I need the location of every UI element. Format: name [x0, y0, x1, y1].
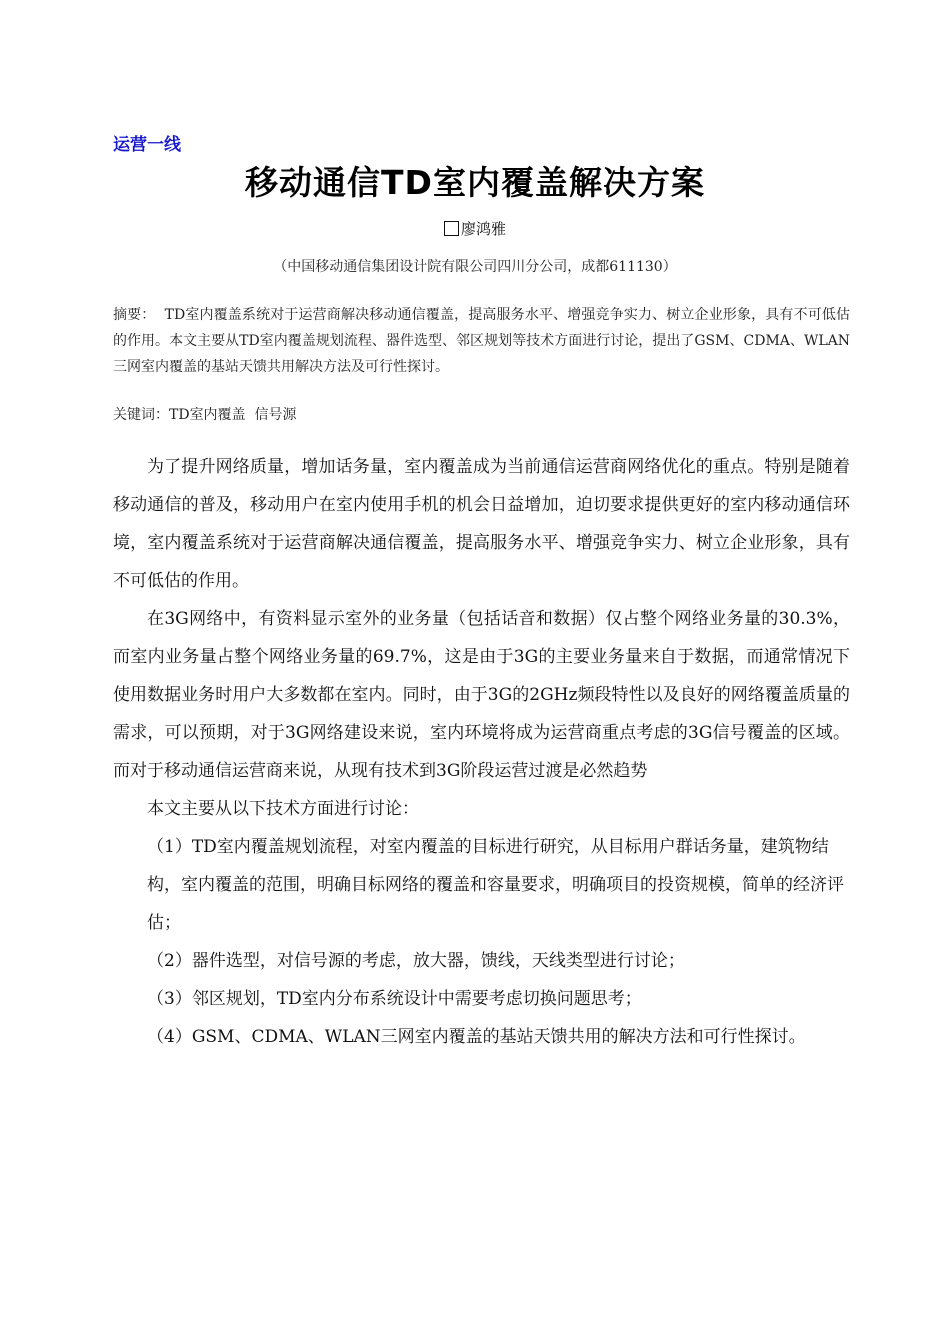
list-item: （3）邻区规划，TD室内分布系统设计中需要考虑切换问题思考；: [147, 989, 642, 1009]
affiliation: （中国移动通信集团设计院有限公司四川分公司，成都611130）: [273, 259, 677, 275]
keywords-label: 关键词：: [113, 407, 169, 423]
section-label: 运营一线: [113, 135, 181, 155]
paragraph: 在3G网络中，有资料显示室外的业务量（包括话音和数据）仅占整个网络业务量的30.3%，而室内业务量占整个网络业务量的69.7%，这是由于3G的主要业务量来自于数据，而通常情况下使用数据业务时用户大多数都在室内。同时，由于3G的2GHz频段特性以及良好的网络覆盖质量的需求，可以预期，对于3G网络建设来说，室内环境将成为运营商重点考虑的3G信号覆盖的区域。而对于移动通信运营商来说，从现有技术到3G阶段运营过渡是必然趋势: [113, 609, 850, 781]
keywords: [113, 402, 850, 428]
article-title: 移动通信TD室内覆盖解决方案: [245, 163, 705, 202]
body-text: [113, 448, 850, 1056]
paragraph: 为了提升网络质量，增加话务量，室内覆盖成为当前通信运营商网络优化的重点。特别是随着移动通信的普及，移动用户在室内使用手机的机会日益增加，迫切要求提供更好的室内移动通信环境，室内覆盖系统对于运营商解决通信覆盖，提高服务水平、增强竞争实力、树立企业形象，具有不可低估的作用。: [113, 457, 850, 591]
abstract-label: 摘要：: [113, 307, 156, 323]
abstract: [113, 302, 850, 380]
abstract-text: TD室内覆盖系统对于运营商解决移动通信覆盖，提高服务水平、增强竞争实力、树立企业形象，具有不可低估的作用。本文主要从TD室内覆盖规划流程、器件选型、邻区规划等技术方面进行讨论，提出了GSM、CDMA、WLAN三网室内覆盖的基站天馈共用解决方法及可行性探讨。: [113, 307, 851, 375]
list-item: （1）TD室内覆盖规划流程，对室内覆盖的目标进行研究，从目标用户群话务量，建筑物结构，室内覆盖的范围，明确目标网络的覆盖和容量要求，明确项目的投资规模，简单的经济评估；: [147, 837, 844, 933]
author-line: [0, 218, 950, 239]
list-item: （4）GSM、CDMA、WLAN三网室内覆盖的基站天馈共用的解决方法和可行性探讨。: [147, 1027, 806, 1047]
topic-list: [113, 828, 850, 1056]
keywords-text: TD室内覆盖 信号源: [169, 407, 297, 423]
paragraph: 本文主要从以下技术方面进行讨论：: [147, 799, 419, 819]
square-bullet-icon: [444, 221, 459, 236]
author-name: 廖鸿雅: [460, 220, 506, 238]
list-item: （2）器件选型，对信号源的考虑，放大器，馈线，天线类型进行讨论；: [147, 951, 685, 971]
